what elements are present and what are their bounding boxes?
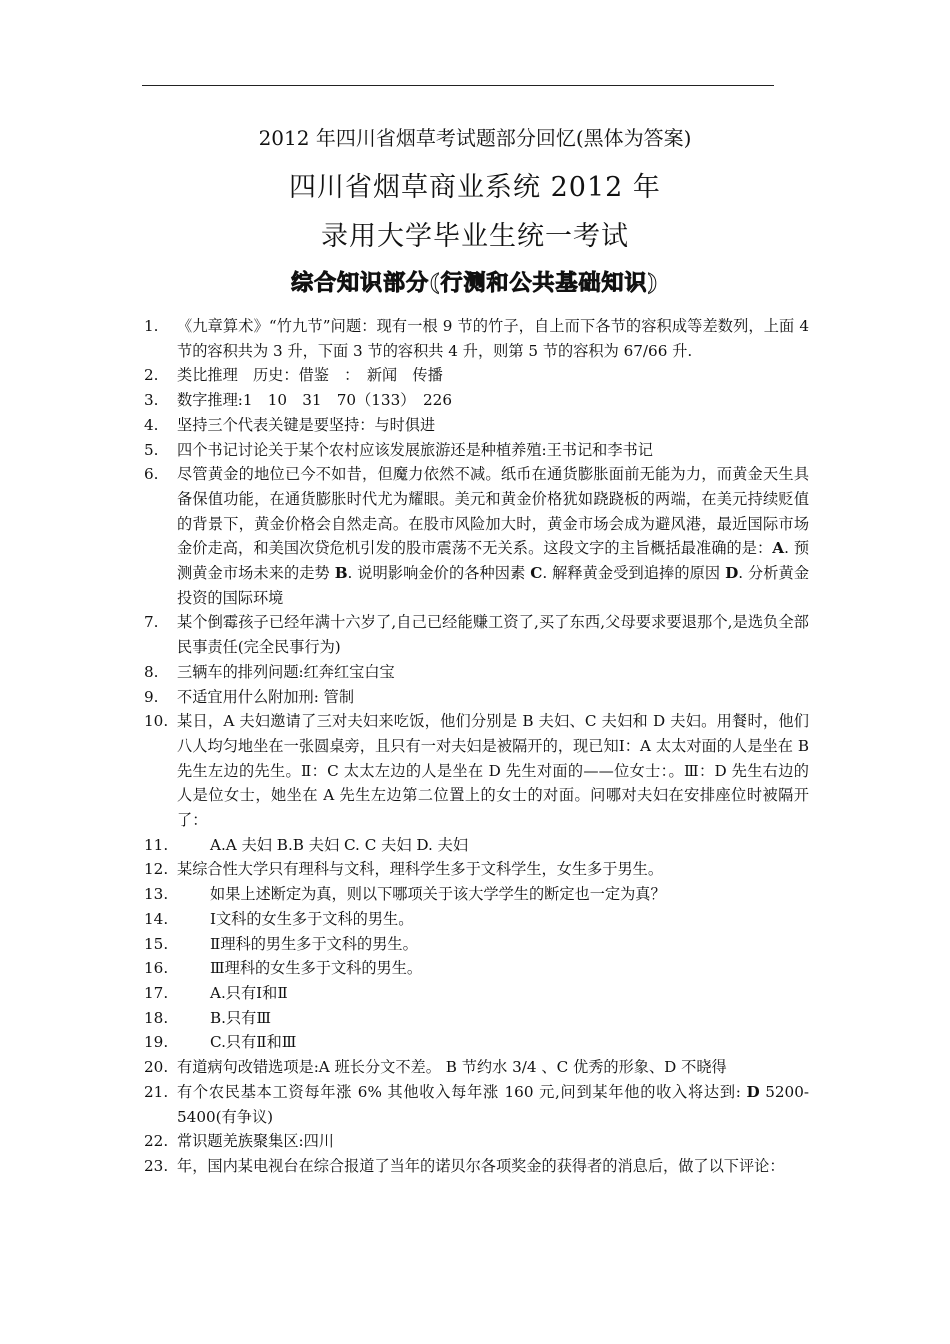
question-number: 19.	[144, 1033, 169, 1052]
question-item	[0, 956, 950, 981]
question-text: 不适宜用什么附加刑: 管制	[177, 687, 355, 706]
text-segment: . 解释黄金受到追捧的原因	[542, 564, 726, 583]
question-number: 3.	[144, 391, 159, 410]
question-text	[177, 1080, 809, 1129]
question-text: Ⅱ理科的男生多于文科的男生。	[210, 934, 418, 953]
question-text: Ⅰ文科的女生多于文科的男生。	[210, 909, 414, 928]
text-segment: . 分析黄金投资的国际环境	[177, 564, 810, 607]
question-text: 类比推理 历史：借鉴 ： 新闻 传播	[177, 366, 443, 385]
question-item	[0, 1055, 950, 1080]
question-number: 12.	[144, 860, 169, 879]
question-number: 10.	[144, 712, 169, 731]
question-item	[0, 1030, 950, 1055]
question-number: 8.	[144, 662, 159, 681]
question-item	[0, 1129, 950, 1154]
text-segment: 5200-5400(有争议)	[177, 1082, 809, 1126]
question-text: Ⅲ理科的女生多于文科的男生。	[210, 959, 423, 978]
question-text: 常识题羌族聚集区:四川	[177, 1132, 334, 1151]
question-text: 如果上述断定为真，则以下哪项关于该大学学生的断定也一定为真？	[210, 885, 666, 904]
question-item	[0, 685, 950, 710]
question-number: 17.	[144, 983, 169, 1002]
question-number: 7.	[144, 613, 159, 632]
question-number: 23.	[144, 1156, 169, 1175]
question-item	[0, 857, 950, 882]
question-text: 有道病句改错选项是:A 班长分文不差。 B 节约水 3/4 、C 优秀的形象、D 不晓得	[177, 1058, 727, 1077]
answer-bold: D	[725, 564, 739, 583]
question-item	[0, 709, 950, 833]
question-number: 11.	[144, 835, 169, 854]
question-number: 22.	[144, 1132, 169, 1151]
question-number: 6.	[144, 465, 159, 484]
question-item	[0, 388, 950, 413]
question-text: 坚持三个代表关键是要坚持：与时俱进	[177, 415, 436, 434]
question-item	[0, 981, 950, 1006]
question-text: C.只有Ⅱ和Ⅲ	[210, 1033, 297, 1052]
text-segment: . 说明影响金价的各种因素	[347, 564, 531, 583]
question-number: 21.	[144, 1082, 169, 1101]
question-list	[0, 314, 950, 1179]
answer-bold: C	[530, 564, 543, 583]
question-item	[0, 413, 950, 438]
question-item	[0, 363, 950, 388]
question-text: A.A 夫妇 B.B 夫妇 C. C 夫妇 D. 夫妇	[210, 835, 469, 854]
question-number: 9.	[144, 687, 159, 706]
question-text: 某综合性大学只有理科与文科，理科学生多于文科学生，女生多于男生。	[177, 860, 663, 879]
question-item	[0, 1080, 950, 1129]
question-text: B.只有Ⅲ	[210, 1008, 272, 1027]
question-text	[177, 462, 809, 610]
question-number: 5.	[144, 440, 159, 459]
question-text: 三辆车的排列问题:红奔红宝白宝	[177, 662, 395, 681]
question-number: 14.	[144, 909, 169, 928]
question-number: 15.	[144, 934, 169, 953]
top-rule	[142, 85, 774, 86]
document-title-line2: 录用大学毕业生统一考试	[321, 221, 629, 252]
question-item	[0, 462, 950, 610]
question-text: 四个书记讨论关于某个农村应该发展旅游还是种植养殖:王书记和李书记	[177, 440, 653, 459]
text-segment: . 预测黄金市场未来的走势	[177, 539, 810, 583]
question-text: 数字推理:1 10 31 70（133） 226	[177, 391, 453, 410]
question-number: 13.	[144, 885, 169, 904]
question-text: 年，国内某电视台在综合报道了当年的诺贝尔各项奖金的获得者的消息后，做了以下评论：	[177, 1156, 785, 1175]
question-item	[0, 932, 950, 957]
question-number: 4.	[144, 415, 159, 434]
question-number: 16.	[144, 959, 169, 978]
question-item	[0, 907, 950, 932]
question-number: 20.	[144, 1058, 169, 1077]
answer-bold: B	[334, 564, 348, 583]
document-title-line1: 四川省烟草商业系统 2012 年	[289, 172, 661, 203]
question-number: 1.	[144, 317, 159, 335]
document-subtitle: 2012 年四川省烟草考试题部分回忆(黑体为答案)	[258, 126, 692, 150]
question-item	[0, 1006, 950, 1031]
question-item	[0, 882, 950, 907]
section-heading: 综合知识部分(行测和公共基础知识)	[291, 270, 659, 296]
question-text: 《九章算术》“竹九节”问题：现有一根 9 节的竹子，自上而下各节的容积成等差数列，上面 4 节的容积共为 3 升，下面 3 节的容积共 4 升，则第 5 节的容积为 67/66 升.	[177, 317, 809, 360]
question-item	[0, 833, 950, 858]
question-item	[0, 610, 950, 659]
question-item	[0, 314, 950, 363]
question-item	[0, 1154, 950, 1179]
answer-bold: A	[772, 539, 785, 558]
question-text: 某个倒霉孩子已经年满十六岁了,自己已经能赚工资了,买了东西,父母要求要退那个,是选负全部民事责任(完全民事行为)	[177, 613, 809, 657]
question-item	[0, 438, 950, 463]
question-text: A.只有Ⅰ和Ⅱ	[210, 983, 288, 1002]
text-segment: 有个农民基本工资每年涨 6% 其他收入每年涨 160 元,问到某年他的收入将达到:	[177, 1082, 747, 1101]
question-text: 某日，A 夫妇邀请了三对夫妇来吃饭，他们分别是 B 夫妇、C 夫妇和 D 夫妇。用餐时，他们八人均匀地坐在一张圆桌旁，且只有一对夫妇是被隔开的，现已知Ⅰ：A 太太对面的人是坐在 B 先生左边的先生。Ⅱ：C 太太左边的人是坐在 D 先生对面的——位女士：。Ⅲ：D 先生右边的人是位女士，她坐在 A 先生左边第二位置上的女士的对面。问哪对夫妇在安排座位时被隔开了：	[177, 712, 809, 830]
answer-bold: D	[746, 1082, 760, 1101]
text-segment: 尽管黄金的地位已今不如昔，但魔力依然不减。纸币在通货膨胀面前无能为力，而黄金天生具备保值功能，在通货膨胀时代尤为耀眼。美元和黄金价格犹如跷跷板的两端，在美元持续贬值的背景下，黄金价格会自然走高。在股市风险加大时，黄金市场会成为避风港，最近国际市场金价走高，和美国次贷危机引发的股市震荡不无关系。这段文字的主旨概括最准确的是：	[177, 465, 809, 558]
question-number: 2.	[144, 366, 159, 385]
question-number: 18.	[144, 1008, 169, 1027]
question-item	[0, 660, 950, 685]
